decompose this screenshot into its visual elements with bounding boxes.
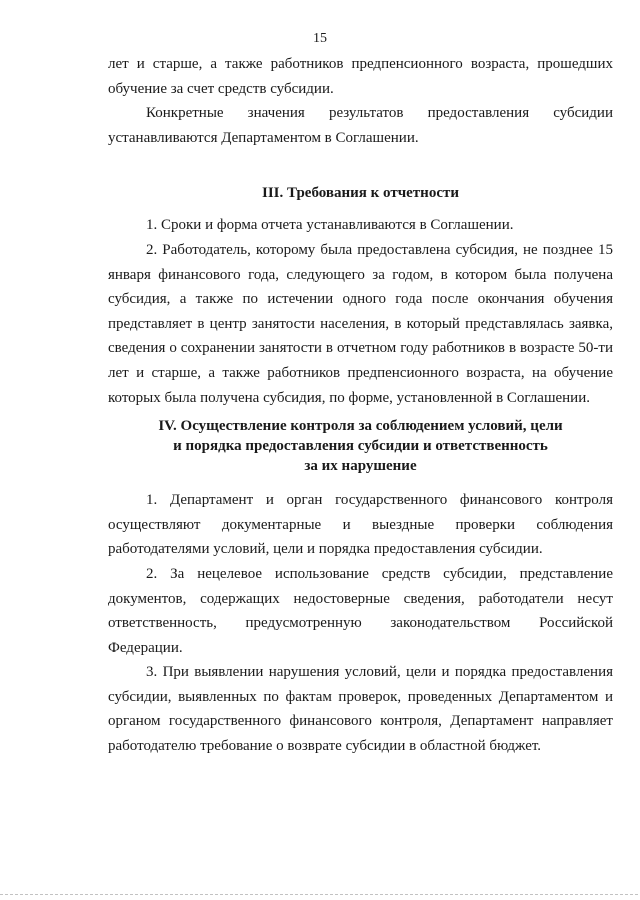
spacer xyxy=(108,203,613,213)
spacer xyxy=(108,476,613,488)
section-3-paragraph-2: 2. Работодатель, которому была предоставлена субсидия, не позднее 15 января финансового года, следующего за годом, в котором была получена субсидия, а также по истечении одного года после окончания обучения представляет в центр занятости населения, в который представлялась заявка, сведения о сохранении занятости в отчетном году работников в возрасте 50-ти лет и старше, а также работников предпенсионного возраста, на обучение которых была получена субсидия, по форме, установленной в Соглашении. xyxy=(108,241,613,406)
page-number: 15 xyxy=(313,31,327,46)
section-4-paragraph-3: 3. При выявлении нарушения условий, цели и порядка предоставления субсидии, выявленных по фактам проверок, проведенных Департаментом и органом государственного финансового контроля, Департамент направляет работодателю требование о возврате субсидии в областной бюджет. xyxy=(108,664,613,755)
section-4-heading-line-3: за их нарушение xyxy=(304,458,417,475)
results-paragraph: Конкретные значения результатов предоставления субсидии устанавливаются Департаментом в Соглашении. xyxy=(108,105,613,146)
document-body xyxy=(108,52,613,759)
section-4-heading-line-1: IV. Осуществление контроля за соблюдением условий, цели xyxy=(158,418,563,435)
section-3-heading: III. Требования к отчетности xyxy=(262,185,459,202)
section-3-paragraph-1: 1. Сроки и форма отчета устанавливаются в Соглашении. xyxy=(146,217,514,234)
section-4-heading xyxy=(108,416,613,476)
scan-edge-line xyxy=(0,894,640,895)
section-4-heading-line-2: и порядка предоставления субсидии и ответственность xyxy=(173,438,548,455)
spacer xyxy=(108,150,613,183)
section-4-paragraph-1: 1. Департамент и орган государственного финансового контроля осуществляют документарные и выездные проверки соблюдения работодателями условий, цели и порядка предоставления субсидии. xyxy=(108,492,613,558)
continued-paragraph: лет и старше, а также работников предпенсионного возраста, прошедших обучение за счет средств субсидии. xyxy=(108,56,613,97)
section-4-paragraph-2: 2. За нецелевое использование средств субсидии, представление документов, содержащих недостоверные сведения, работодатели несут ответственность, предусмотренную законодательством Российской Федерации. xyxy=(108,565,613,656)
